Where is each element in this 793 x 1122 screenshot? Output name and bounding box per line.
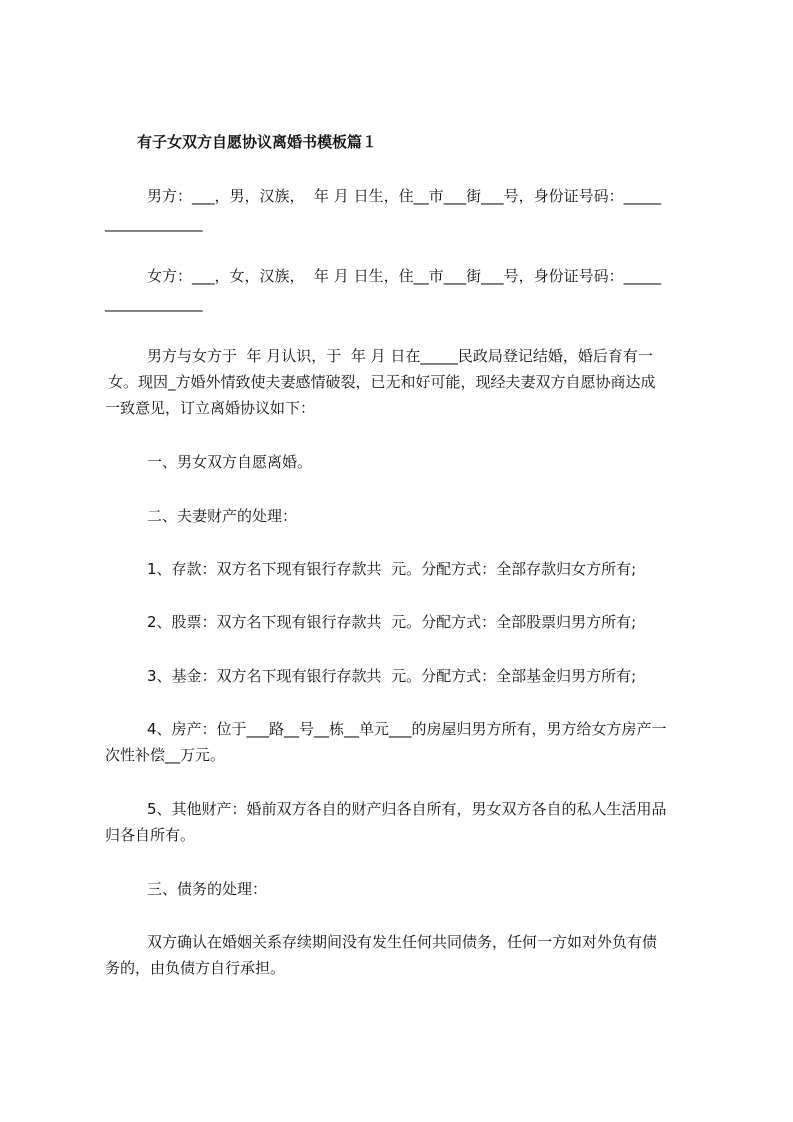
man-info-line: 男方：___，男，汉族， 年 月 日生，住__市___街___号，身份证号码：_____ [147,187,662,205]
document-title: 有子女双方自愿协议离婚书模板篇１ [137,133,378,151]
clause-line: 3、基金：双方名下现有银行存款共 元。分配方式：全部基金归男方所有; [147,667,637,685]
intro-paragraph-line: 女。现因_方婚外情致使夫妻感情破裂，已无和好可能，现经夫妻双方自愿协商达成 [108,373,656,391]
section-heading: 一、男女双方自愿离婚。 [147,453,313,471]
section-heading: 三、债务的处理： [147,880,268,898]
clause-line: 1、存款：双方名下现有银行存款共 元。分配方式：全部存款归女方所有; [147,560,637,578]
section-heading: 二、夫妻财产的处理： [147,507,298,525]
debt-paragraph-line: 双方确认在婚姻关系存续期间没有发生任何共同债务，任何一方如对外负有债 [147,933,658,951]
woman-info-line-cont: _____________ [105,294,203,312]
debt-paragraph-line: 务的，由负债方自行承担。 [105,959,286,977]
intro-paragraph-line: 男方与女方于 年 月认识，于 年 月 日在_____民政局登记结婚，婚后育有一 [147,347,653,365]
clause-line: 2、股票：双方名下现有银行存款共 元。分配方式：全部股票归男方所有; [147,613,637,631]
clause-line-cont: 归各自所有。 [105,826,196,844]
clause-line: 4、房产：位于___路__号__栋__单元___的房屋归男方所有，男方给女方房产一 [147,720,667,738]
intro-paragraph-line: 一致意见，订立离婚协议如下： [105,399,316,417]
man-info-line-cont: _____________ [105,214,203,232]
clause-line: 5、其他财产：婚前双方各自的财产归各自所有，男女双方各自的私人生活用品 [147,800,667,818]
clause-line-cont: 次性补偿__万元。 [105,746,226,764]
woman-info-line: 女方：___，女，汉族， 年 月 日生，住__市___街___号，身份证号码：_____ [147,267,662,285]
